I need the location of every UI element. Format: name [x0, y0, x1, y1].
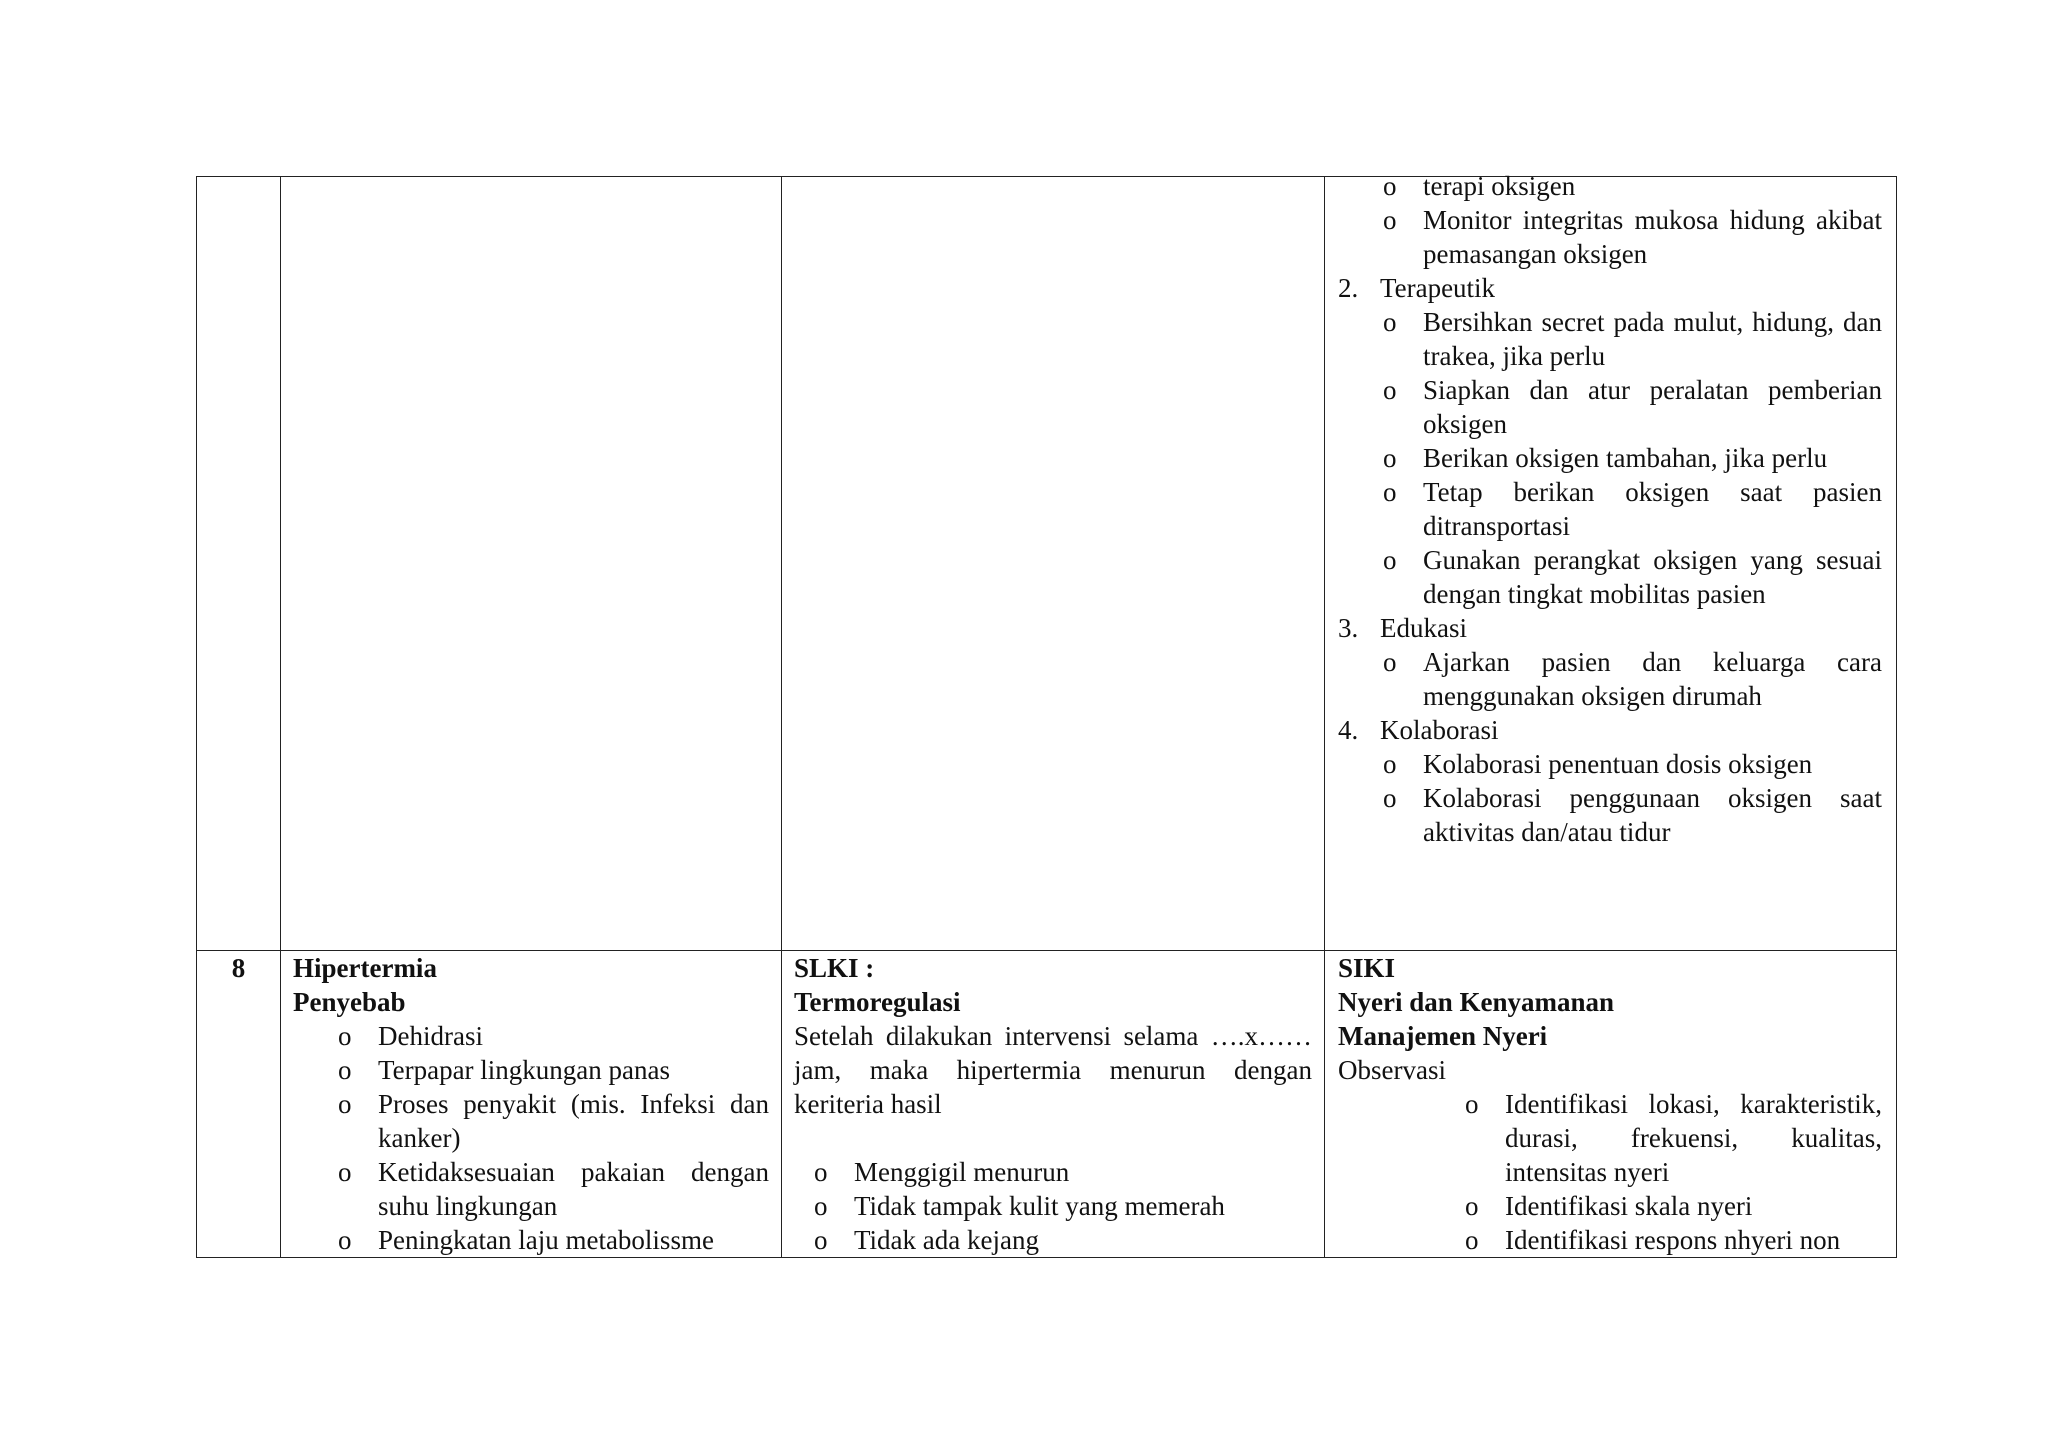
list-item — [1383, 475, 1882, 543]
spacer — [794, 1121, 1312, 1155]
list-item — [338, 1155, 769, 1223]
number-cell — [197, 951, 281, 1258]
list-item-text: terapi oksigen — [1423, 171, 1576, 201]
outcome-cell — [782, 951, 1325, 1258]
list-item — [1465, 1189, 1882, 1223]
intervention-content — [1325, 169, 1896, 849]
criteria-list — [814, 1155, 1312, 1257]
section-title: Terapeutik — [1380, 273, 1496, 303]
intervention-cell — [1325, 951, 1897, 1258]
section-items — [1383, 305, 1882, 611]
care-plan-table — [196, 171, 1897, 1258]
section-items — [1383, 747, 1882, 849]
list-item-text: Tetap berikan oksigen saat pasien ditransportasi — [1423, 477, 1882, 541]
cause-list — [338, 1019, 769, 1257]
section-title: Kolaborasi — [1380, 715, 1499, 745]
list-item — [338, 1223, 769, 1257]
list-item-text: Monitor integritas mukosa hidung akibat pemasangan oksigen — [1423, 205, 1882, 269]
observation-list — [1465, 1087, 1882, 1257]
list-item — [338, 1087, 769, 1155]
observation-items-tail — [1383, 203, 1882, 271]
list-item — [1465, 1087, 1882, 1189]
diagnosis-cell — [281, 951, 782, 1258]
list-item-text: Kolaborasi penggunaan oksigen saat aktivitas dan/atau tidur — [1423, 783, 1882, 847]
list-item — [1383, 747, 1882, 781]
list-item — [1383, 441, 1882, 475]
list-item-text: Gunakan perangkat oksigen yang sesuai dengan tingkat mobilitas pasien — [1423, 545, 1882, 609]
table-row — [197, 177, 1897, 951]
list-item-text: Peningkatan laju metabolissme — [378, 1225, 714, 1255]
diagnosis-title: Hipertermia — [293, 953, 437, 983]
intervention-title: Nyeri dan Kenyamanan — [1338, 987, 1615, 1017]
section-items — [1383, 645, 1882, 713]
section-title: Edukasi — [1380, 613, 1467, 643]
number-cell — [197, 177, 281, 951]
section-number: 2. — [1338, 273, 1359, 303]
section-heading — [1338, 611, 1882, 645]
diagnosis-cell — [281, 177, 782, 951]
outcome-title: Termoregulasi — [794, 987, 961, 1017]
outcome-cell — [782, 177, 1325, 951]
list-item — [338, 1053, 769, 1087]
list-item-text: Berikan oksigen tambahan, jika perlu — [1423, 443, 1828, 473]
list-item — [338, 1019, 769, 1053]
list-item — [1383, 203, 1882, 271]
intervention-cell — [1325, 171, 1897, 951]
list-item-text: Bersihkan secret pada mulut, hidung, dan trakea, jika perlu — [1423, 307, 1882, 371]
diagnosis-content — [281, 951, 781, 1257]
list-item-text: Siapkan dan atur peralatan pemberian oksigen — [1423, 375, 1882, 439]
list-item-text: Kolaborasi penentuan dosis oksigen — [1423, 749, 1813, 779]
list-item — [814, 1189, 1312, 1223]
list-item-text: Ajarkan pasien dan keluarga cara menggunakan oksigen dirumah — [1423, 647, 1882, 711]
list-item — [1465, 1223, 1882, 1257]
list-item — [1383, 305, 1882, 373]
section-heading — [1338, 271, 1882, 305]
list-item-text: Identifikasi skala nyeri — [1505, 1191, 1753, 1221]
section-number: 3. — [1338, 613, 1359, 643]
list-item — [1383, 373, 1882, 441]
table-row — [197, 951, 1897, 1258]
cause-heading: Penyebab — [293, 987, 406, 1017]
list-item-text: Ketidaksesuaian pakaian dengan suhu lingkungan — [378, 1157, 769, 1221]
siki-label: SIKI — [1338, 953, 1396, 983]
outcome-content — [782, 951, 1324, 1257]
section-heading — [1338, 713, 1882, 747]
list-item-text: Tidak ada kejang — [854, 1225, 1039, 1255]
row-number: 8 — [231, 953, 246, 983]
slki-label: SLKI : — [794, 953, 875, 983]
list-item-text: Proses penyakit (mis. Infeksi dan kanker) — [378, 1089, 769, 1153]
list-item-text: Identifikasi lokasi, karakteristik, durasi, frekuensi, kualitas, intensitas nyeri — [1505, 1089, 1882, 1187]
list-item-text: Dehidrasi — [378, 1021, 483, 1051]
list-item — [1383, 169, 1882, 203]
list-item — [1383, 543, 1882, 611]
list-item — [1383, 645, 1882, 713]
observation-heading: Observasi — [1338, 1055, 1446, 1085]
outcome-text: Setelah dilakukan intervensi selama ….x…… jam, maka hipertermia menurun dengan keriteria hasil — [794, 1021, 1312, 1119]
list-item — [814, 1155, 1312, 1189]
list-item — [1383, 781, 1882, 849]
intervention-subtitle: Manajemen Nyeri — [1338, 1021, 1548, 1051]
list-item-text: Terpapar lingkungan panas — [378, 1055, 671, 1085]
list-item — [814, 1223, 1312, 1257]
list-item-text: Tidak tampak kulit yang memerah — [854, 1191, 1225, 1221]
list-item-text: Identifikasi respons nhyeri non — [1505, 1225, 1841, 1255]
intervention-content — [1325, 951, 1896, 1257]
list-item-text: Menggigil menurun — [854, 1157, 1070, 1187]
section-number: 4. — [1338, 715, 1359, 745]
